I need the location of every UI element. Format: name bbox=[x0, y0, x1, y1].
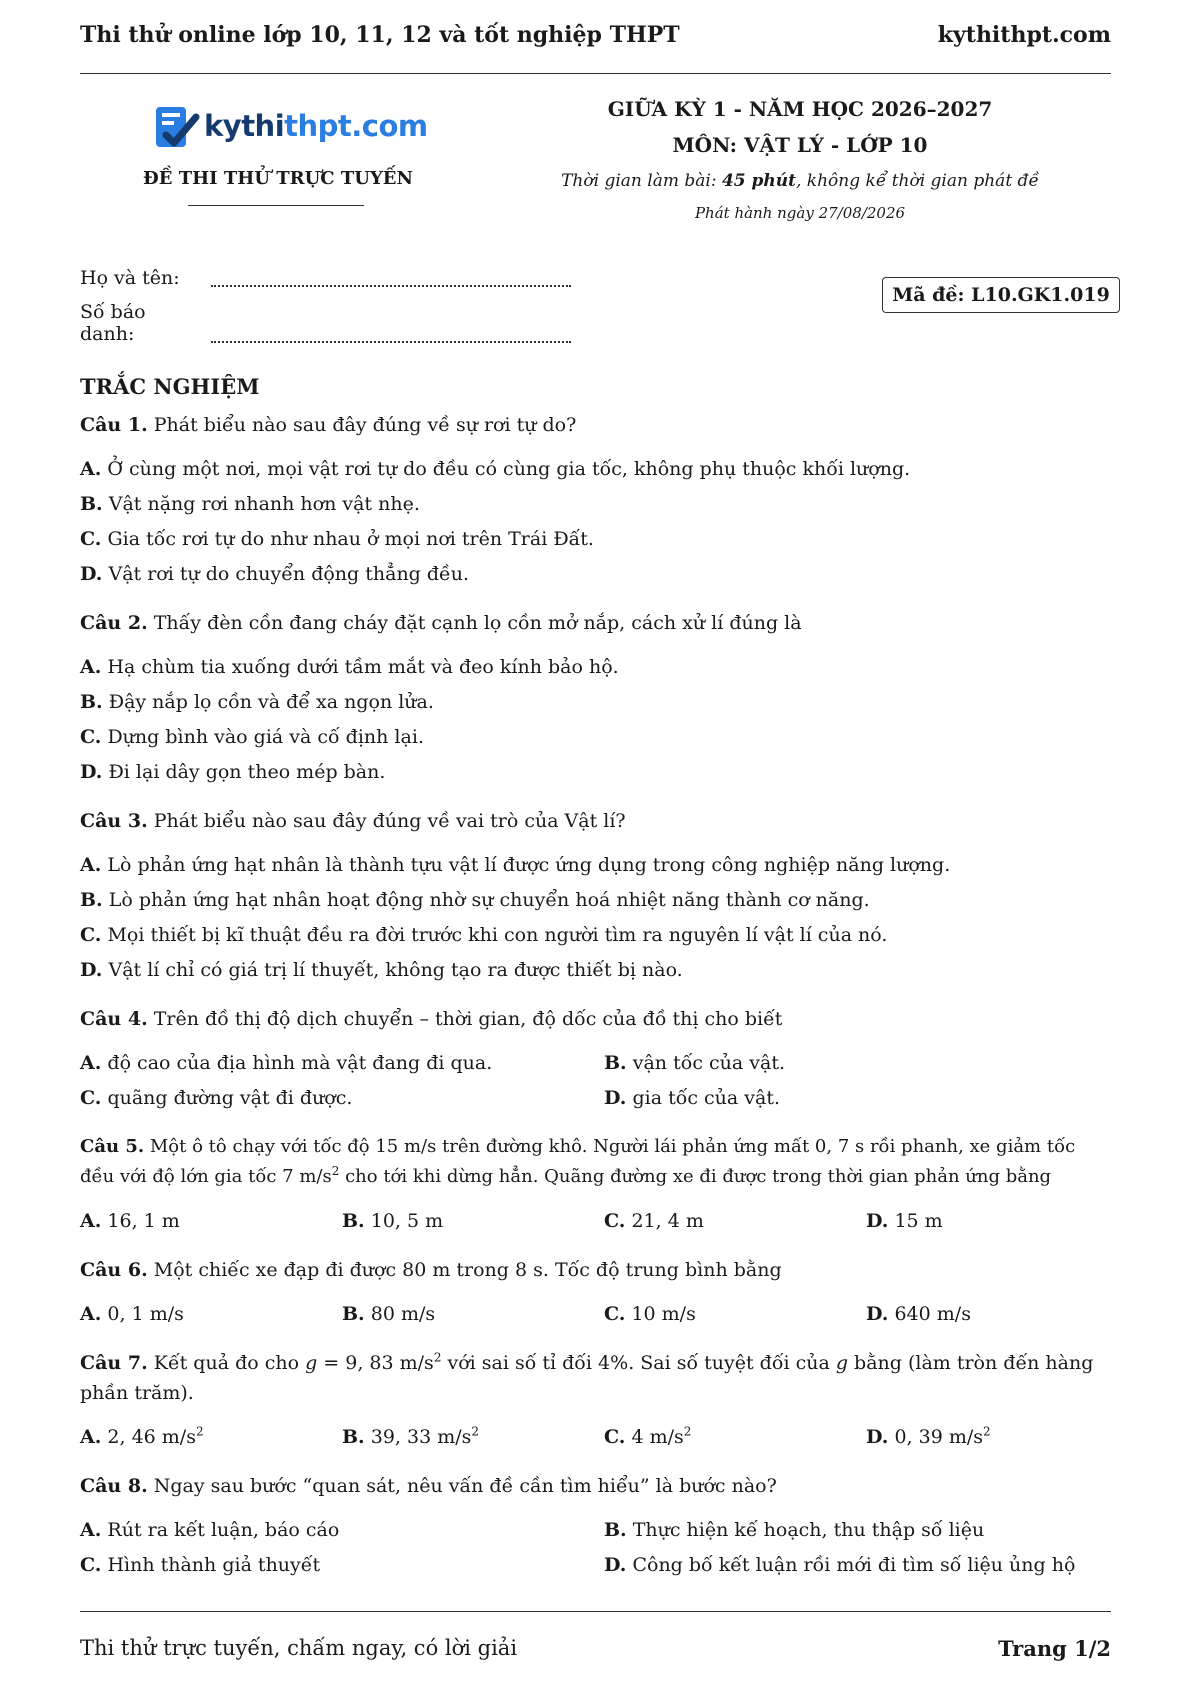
student-id-blank[interactable] bbox=[211, 327, 571, 343]
q7-option-a[interactable]: A. 2, 46 $m/s^2$ bbox=[80, 1424, 204, 1448]
q7-option-b[interactable]: B. 39, 33 $m/s^2$ bbox=[342, 1424, 480, 1448]
question-6: Câu 6. Một chiếc xe đạp đi được 80 m trong 8 s. Tốc độ trung bình bằng bbox=[80, 1259, 782, 1281]
student-id-label: Số báo danh: bbox=[80, 301, 146, 345]
logo-text-dark: kythi bbox=[204, 109, 285, 143]
student-name-field[interactable] bbox=[80, 267, 571, 289]
q6-option-b[interactable]: B. 80 m/s bbox=[342, 1303, 436, 1325]
question-7: Câu 7. Kết quả đo cho g = 9, 83 $m/s^2$ với sai số tỉ đối 4%. Sai số tuyệt đối của g bằng (làm tròn đến hàng bbox=[80, 1350, 1094, 1374]
question-5: Câu 5. Một ô tô chạy với tốc độ 15 m/s trên đường khô. Người lái phản ứng mất 0, 7 s rồi phanh, xe giảm tốc bbox=[80, 1136, 1076, 1157]
logo-icon bbox=[152, 103, 200, 153]
question-2: Câu 2. Thấy đèn cồn đang cháy đặt cạnh lọ cồn mở nắp, cách xử lí đúng là bbox=[80, 612, 802, 634]
q4-option-d[interactable]: D. gia tốc của vật. bbox=[604, 1087, 780, 1109]
q3-option-c[interactable]: C. Mọi thiết bị kĩ thuật đều ra đời trước khi con người tìm ra nguyên lí vật lí của nó. bbox=[80, 924, 888, 946]
header-site[interactable]: kythithpt.com bbox=[937, 22, 1111, 48]
exam-time-value: 45 phút bbox=[721, 171, 796, 191]
q3-option-a[interactable]: A. Lò phản ứng hạt nhân là thành tựu vật lí được ứng dụng trong công nghiệp năng lượng. bbox=[80, 854, 951, 876]
q4-option-c[interactable]: C. quãng đường vật đi được. bbox=[80, 1087, 353, 1109]
question-5-line-2: đều với độ lớn gia tốc 7 $m/s^2$ cho tới khi dừng hẳn. Quãng đường xe đi được trong thời gian phản ứng bằng bbox=[80, 1164, 1052, 1187]
q8-option-a[interactable]: A. Rút ra kết luận, báo cáo bbox=[80, 1519, 340, 1541]
q8-option-d[interactable]: D. Công bố kết luận rồi mới đi tìm số liệu ủng hộ bbox=[604, 1554, 1076, 1576]
site-logo[interactable] bbox=[152, 103, 428, 153]
caption-underline bbox=[188, 205, 364, 206]
q8-option-c[interactable]: C. Hình thành giả thuyết bbox=[80, 1554, 321, 1576]
student-name-label: Họ và tên: bbox=[80, 267, 180, 289]
q1-option-a[interactable]: A. Ở cùng một nơi, mọi vật rơi tự do đều có cùng gia tốc, không phụ thuộc khối lượng. bbox=[80, 458, 911, 480]
q6-option-c[interactable]: C. 10 m/s bbox=[604, 1303, 696, 1325]
q2-option-b[interactable]: B. Đậy nắp lọ cồn và để xa ngọn lửa. bbox=[80, 691, 434, 713]
exam-time: Thời gian làm bài: 45 phút, không kể thời gian phát đề bbox=[561, 171, 1039, 191]
q1-option-b[interactable]: B. Vật nặng rơi nhanh hơn vật nhẹ. bbox=[80, 493, 420, 515]
q6-option-a[interactable]: A. 0, 1 m/s bbox=[80, 1303, 184, 1325]
q5-option-d[interactable]: D. 15 m bbox=[866, 1210, 943, 1232]
exam-title: GIỮA KỲ 1 - NĂM HỌC 2026–2027 bbox=[607, 97, 993, 121]
student-name-blank[interactable] bbox=[211, 271, 571, 287]
q1-option-c[interactable]: C. Gia tốc rơi tự do như nhau ở mọi nơi trên Trái Đất. bbox=[80, 528, 594, 550]
q5-option-b[interactable]: B. 10, 5 m bbox=[342, 1210, 444, 1232]
page-number: Trang 1/2 bbox=[998, 1636, 1111, 1661]
footer-divider bbox=[80, 1611, 1111, 1612]
q8-option-b[interactable]: B. Thực hiện kế hoạch, thu thập số liệu bbox=[604, 1519, 985, 1541]
q4-option-b[interactable]: B. vận tốc của vật. bbox=[604, 1052, 785, 1074]
q5-option-c[interactable]: C. 21, 4 m bbox=[604, 1210, 704, 1232]
q2-option-c[interactable]: C. Dựng bình vào giá và cố định lại. bbox=[80, 726, 424, 748]
section-title: TRẮC NGHIỆM bbox=[80, 374, 260, 399]
student-id-field[interactable] bbox=[80, 301, 571, 345]
exam-code-box: Mã đề: L10.GK1.019 bbox=[882, 277, 1120, 313]
q6-option-d[interactable]: D. 640 m/s bbox=[866, 1303, 971, 1325]
q1-option-d[interactable]: D. Vật rơi tự do chuyển động thẳng đều. bbox=[80, 563, 470, 585]
header-title: Thi thử online lớp 10, 11, 12 và tốt nghiệp THPT bbox=[80, 22, 680, 48]
exam-issued-date: Phát hành ngày 27/08/2026 bbox=[694, 204, 906, 222]
question-7-line-2: phần trăm). bbox=[80, 1382, 194, 1404]
logo-text-light: thpt.com bbox=[284, 109, 428, 143]
question-8: Câu 8. Ngay sau bước “quan sát, nêu vấn đề cần tìm hiểu” là bước nào? bbox=[80, 1475, 777, 1497]
question-4: Câu 4. Trên đồ thị độ dịch chuyển – thời gian, độ dốc của đồ thị cho biết bbox=[80, 1008, 783, 1030]
q2-option-a[interactable]: A. Hạ chùm tia xuống dưới tầm mắt và đeo kính bảo hộ. bbox=[80, 656, 619, 678]
q4-option-a[interactable]: A. độ cao của địa hình mà vật đang đi qua. bbox=[80, 1052, 493, 1074]
left-caption: ĐỀ THI THỬ TRỰC TUYẾN bbox=[143, 168, 413, 189]
exam-subject: MÔN: VẬT LÝ - LỚP 10 bbox=[672, 133, 928, 157]
footer-tagline: Thi thử trực tuyến, chấm ngay, có lời giải bbox=[80, 1636, 518, 1660]
q7-option-c[interactable]: C. 4 $m/s^2$ bbox=[604, 1424, 692, 1448]
q7-option-d[interactable]: D. 0, 39 $m/s^2$ bbox=[866, 1424, 991, 1448]
question-1: Câu 1. Phát biểu nào sau đây đúng về sự rơi tự do? bbox=[80, 414, 577, 436]
q2-option-d[interactable]: D. Đi lại dây gọn theo mép bàn. bbox=[80, 761, 386, 783]
header-divider bbox=[80, 73, 1111, 74]
q3-option-b[interactable]: B. Lò phản ứng hạt nhân hoạt động nhờ sự chuyển hoá nhiệt năng thành cơ năng. bbox=[80, 889, 870, 911]
q3-option-d[interactable]: D. Vật lí chỉ có giá trị lí thuyết, không tạo ra được thiết bị nào. bbox=[80, 959, 683, 981]
question-3: Câu 3. Phát biểu nào sau đây đúng về vai trò của Vật lí? bbox=[80, 810, 626, 832]
q5-option-a[interactable]: A. 16, 1 m bbox=[80, 1210, 180, 1232]
